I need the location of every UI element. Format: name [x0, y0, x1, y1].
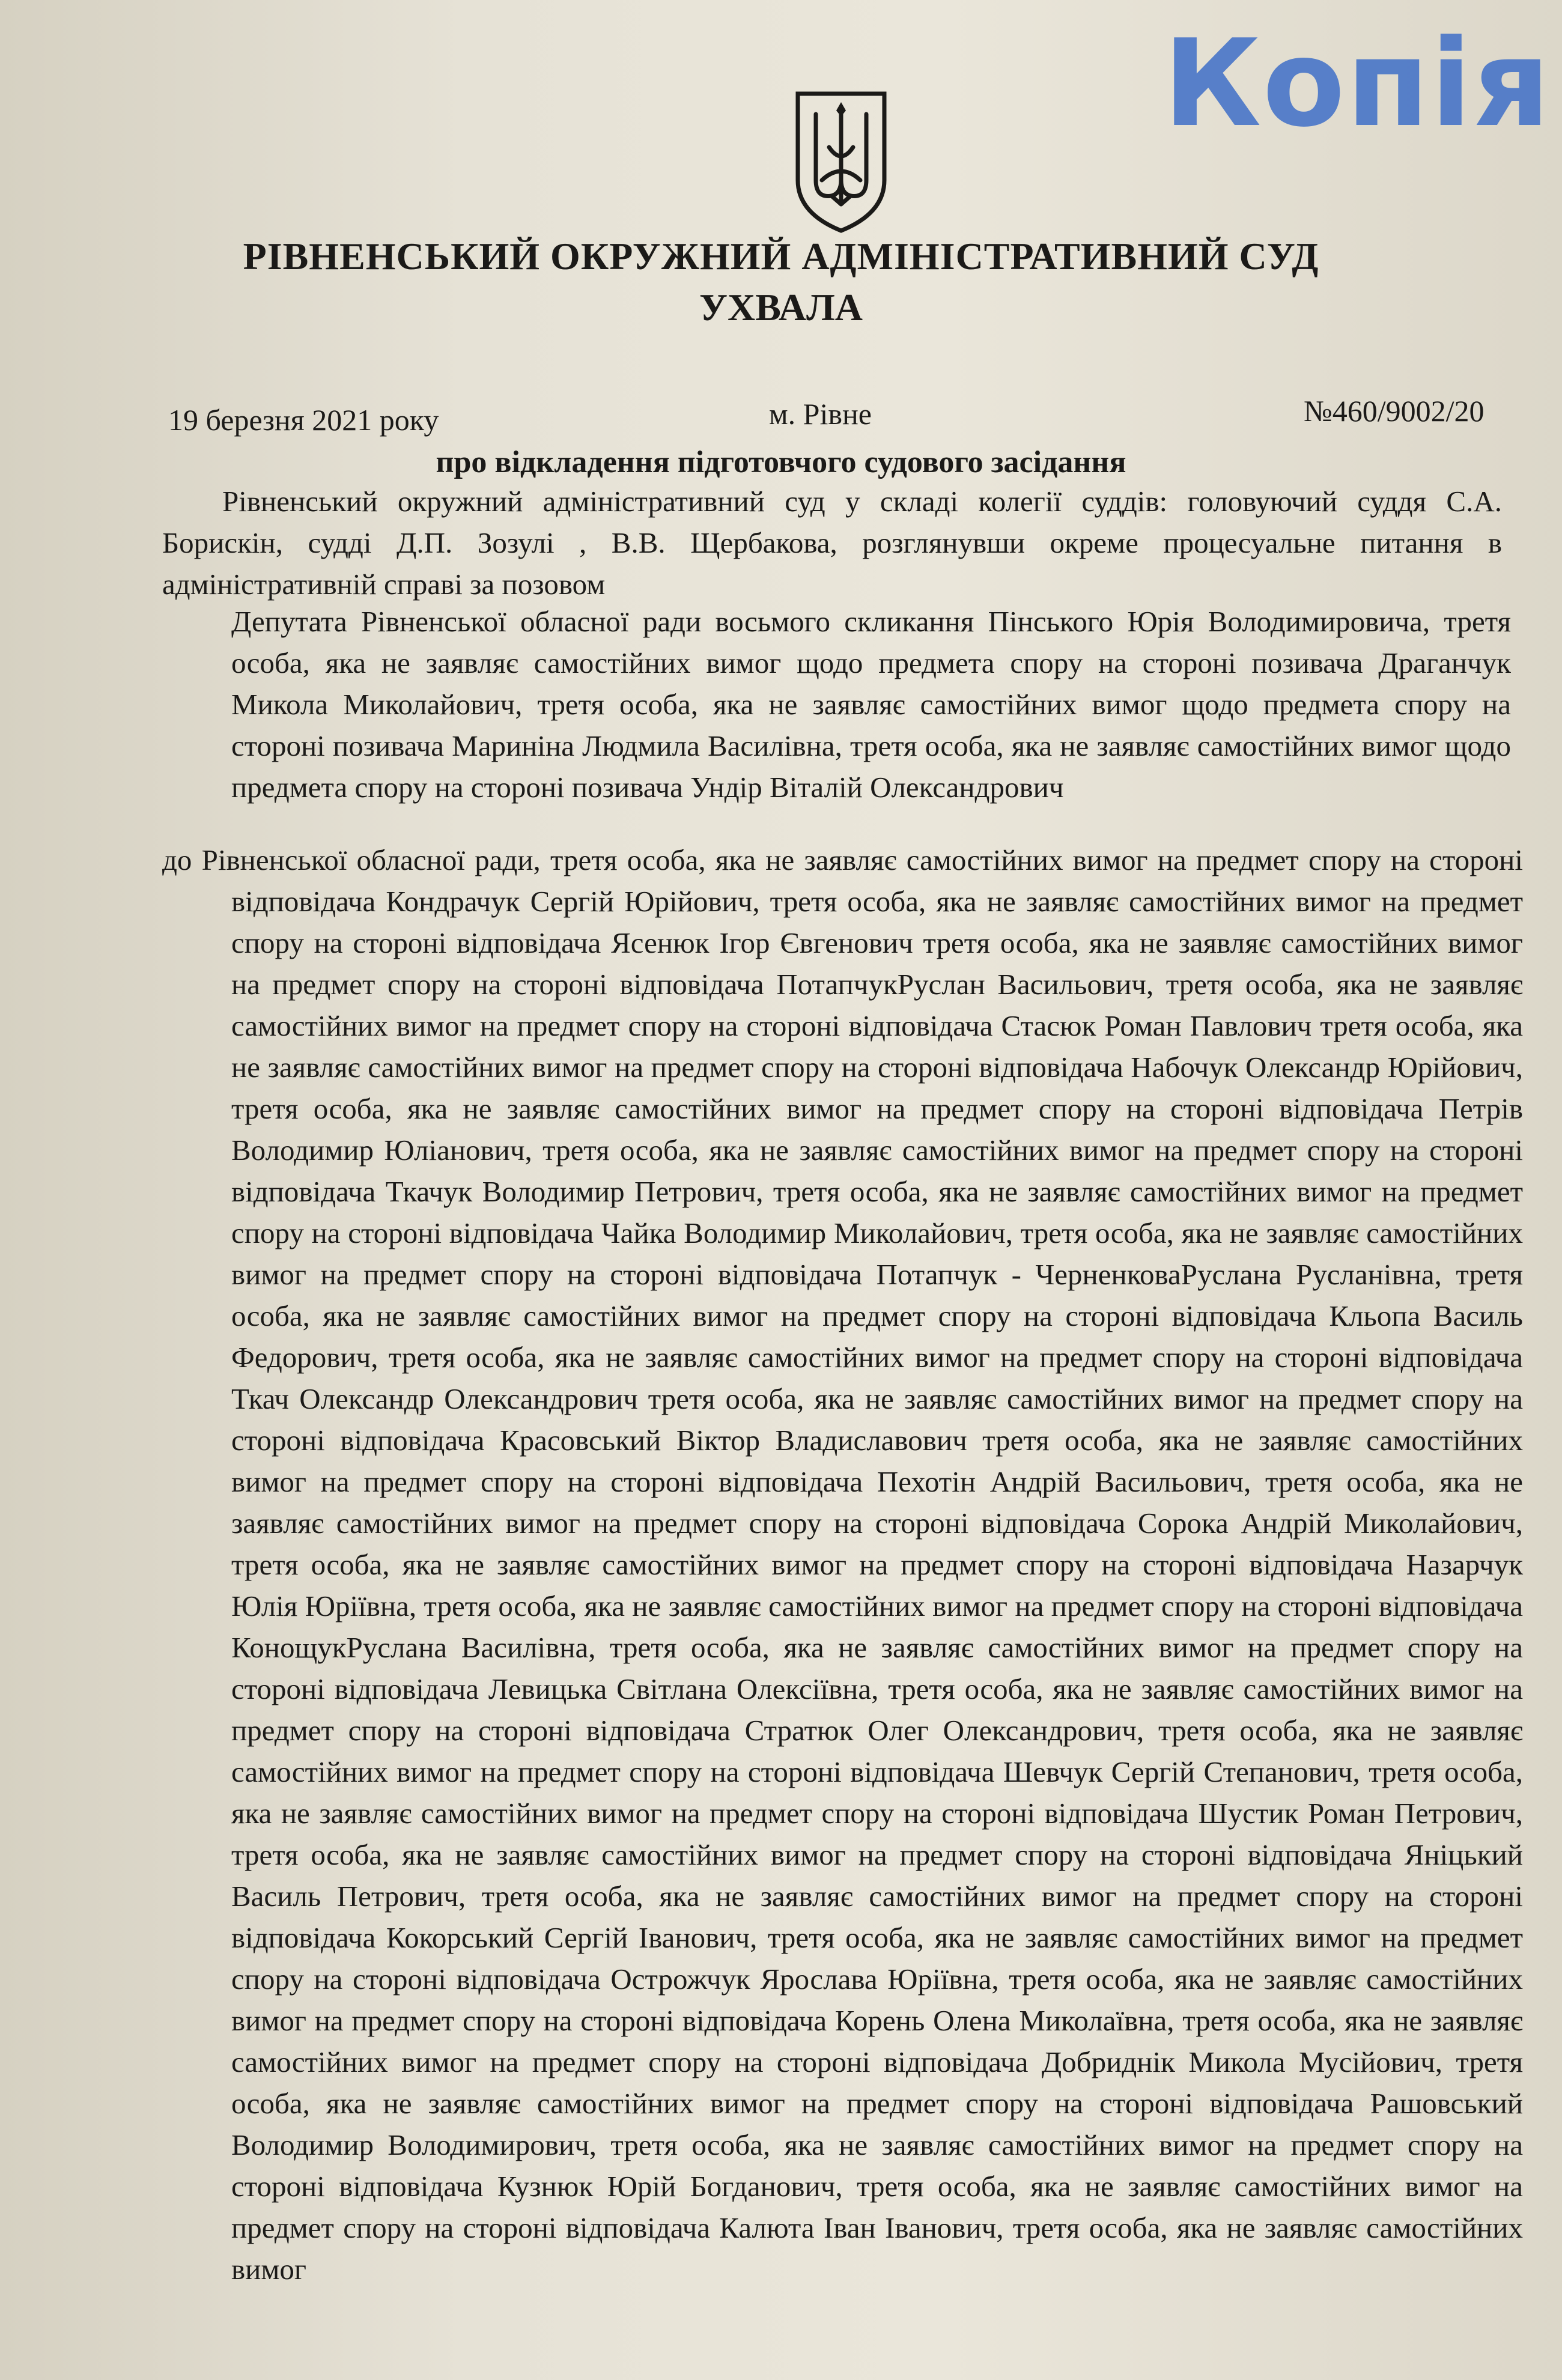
court-name: РІВНЕНСЬКИЙ ОКРУЖНИЙ АДМІНІСТРАТИВНИЙ СУД [243, 235, 1319, 278]
ruling-subject: про відкладення підготовчого судового засідання [436, 445, 1126, 479]
copy-stamp: Копія [1162, 14, 1551, 154]
document-date: 19 березня 2021 року [168, 403, 439, 437]
defendant-paragraph: до Рівненської обласної ради, третя особа, яка не заявляє самостійних вимог на предмет спору на стороні відповідача Кондрачук Сергій Юрійович, третя особа, яка не заявляє самостійних вимог на предмет спору на стороні відповідача Ясенюк Ігор Євгенович третя особа, яка не заявляє самостійних вимог на предмет спору на стороні відповідача ПотапчукРуслан Васильович, третя особа, яка не заявляє самостійних вимог на предмет спору на стороні відповідача Стасюк Роман Павлович третя особа, яка не заявляє самостійних вимог на предмет спору на стороні відповідача Набочук Олександр Юрійович, третя особа, яка не заявляє самостійних вимог на предмет спору на стороні відповідача Петрів Володимир Юліанович, третя особа, яка не заявляє самостійних вимог на предмет спору на стороні відповідача Ткачук Володимир Петрович, третя особа, яка не заявляє самостійних вимог на предмет спору на стороні відповідача Чайка Володимир Миколайович, третя особа, яка не заявляє самостійних вимог на предмет спору на стороні відповідача Потапчук - ЧерненковаРуслана Русланівна, третя особа, яка не заявляє самостійних вимог на предмет спору на стороні відповідача Кльопа Василь Федорович, третя особа, яка не заявляє самостійних вимог на предмет спору на стороні відповідача Ткач Олександр Олександрович третя особа, яка не заявляє самостійних вимог на предмет спору на стороні відповідача Красовський Віктор Владиславович третя особа, яка не заявляє самостійних вимог на предмет спору на стороні відповідача Пехотін Андрій Васильович, третя особа, яка не заявляє самостійних вимог на предмет спору на стороні відповідача Сорока Андрій Миколайович, третя особа, яка не заявляє самостійних вимог на предмет спору на стороні відповідача Назарчук Юлія Юріївна, третя особа, яка не заявляє самостійних вимог на предмет спору на стороні відповідача КонощукРуслана Василівна, третя особа, яка не заявляє самостійних вимог на предмет спору на стороні відповідача Левицька Світлана Олексіївна, третя особа, яка не заявляє самостійних вимог на предмет спору на стороні відповідача Стратюк Олег Олександрович, третя особа, яка не заявляє самостійних вимог на предмет спору на стороні відповідача Шевчук Сергій Степанович, третя особа, яка не заявляє самостійних вимог на предмет спору на стороні відповідача Шустик Роман Петрович, третя особа, яка не заявляє самостійних вимог на предмет спору на стороні відповідача Яніцький Василь Петрович, третя особа, яка не заявляє самостійних вимог на предмет спору на стороні відповідача Кокорський Сергій Іванович, третя особа, яка не заявляє самостійних вимог на предмет спору на стороні відповідача Острожчук Ярослава Юріївна, третя особа, яка не заявляє самостійних вимог на предмет спору на стороні відповідача Корень Олена Миколаївна, третя особа, яка не заявляє самостійних вимог на предмет спору на стороні відповідача Добриднік Микола Мусійович, третя особа, яка не заявляє самостійних вимог на предмет спору на стороні відповідача Рашовський Володимир Володимирович, третя особа, яка не заявляє самостійних вимог на предмет спору на стороні відповідача Кузнюк Юрій Богданович, третя особа, яка не заявляє самостійних вимог на предмет спору на стороні відповідача Калюта Іван Іванович, третя особа, яка не заявляє самостійних вимог [162, 843, 1523, 2286]
case-number: №460/9002/20 [1304, 394, 1485, 428]
document-type: УХВАЛА [699, 286, 863, 329]
trident-icon [793, 90, 889, 234]
plaintiff-paragraph: Депутата Рівненської обласної ради восьмого скликання Пінського Юрія Володимировича, третя особа, яка не заявляє самостійних вимог щодо предмета спору на стороні позивача Драганчук Микола Миколайович, третя особа, яка не заявляє самостійних вимог щодо предмета спору на стороні позивача Мариніна Людмила Василівна, третя особа, яка не заявляє самостійних вимог щодо предмета спору на стороні позивача Ундір Віталій Олександрович [231, 605, 1511, 804]
intro-paragraph: Рівненський окружний адміністративний суд у складі колегії суддів: головуючий суддя С.А. Борискін, судді Д.П. Зозулі , В.В. Щербакова, розглянувши окреме процесуальне питання в адміністративній справі за позовом [162, 485, 1502, 601]
document-city: м. Рівне [769, 397, 872, 431]
